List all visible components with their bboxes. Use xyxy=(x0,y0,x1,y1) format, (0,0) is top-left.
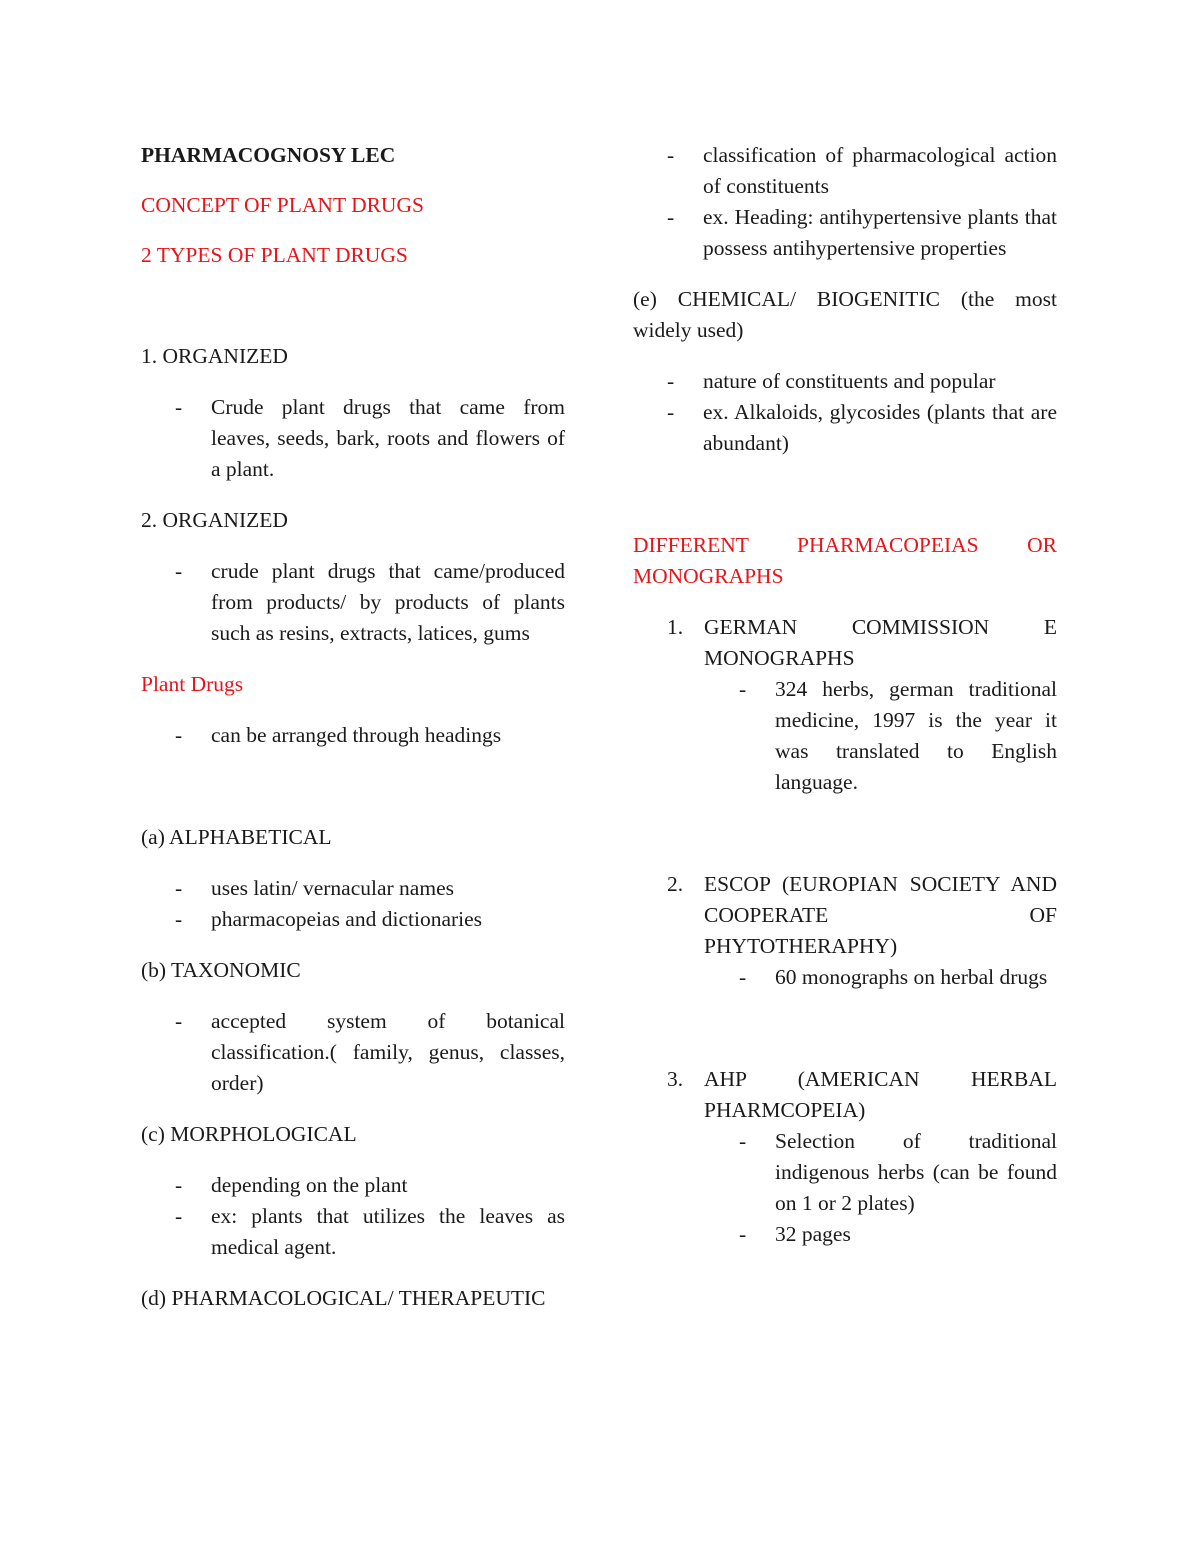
concept-heading: CONCEPT OF PLANT DRUGS xyxy=(141,193,424,217)
type2-bullet: crude plant drugs that came/produced from products/ by products of plants such as resins, extracts, latices, gums xyxy=(211,559,565,645)
bullet-item xyxy=(141,556,565,649)
escop-bullet: 60 monographs on herbal drugs xyxy=(775,965,1048,989)
pharmacological-heading: (d) PHARMACOLOGICAL/ THERAPEUTIC xyxy=(141,1286,546,1310)
item-number: 1. xyxy=(667,615,684,639)
item-number: 3. xyxy=(667,1067,684,1091)
alphabetical-bullet: pharmacopeias and dictionaries xyxy=(211,907,483,931)
bullet-item xyxy=(633,202,1057,264)
right-column xyxy=(633,140,1057,1250)
taxonomic-bullet: accepted system of botanical classification.( family, genus, classes, order) xyxy=(211,1009,565,1095)
dash-marker: - xyxy=(739,677,747,701)
pharmacological-bullet: ex. Heading: antihypertensive plants that possess antihypertensive properties xyxy=(703,205,1057,260)
pharmacopeias-heading: DIFFERENT PHARMACOPEIAS OR MONOGRAPHS xyxy=(633,533,1057,588)
taxonomic-heading: (b) TAXONOMIC xyxy=(141,958,301,982)
chemical-bullet: nature of constituents and popular xyxy=(703,369,996,393)
pharmacological-bullet: classification of pharmacological action of constituents xyxy=(703,143,1057,198)
bullet-item xyxy=(633,674,1057,798)
german-commission-title: GERMAN COMMISSION E MONOGRAPHS xyxy=(704,615,1057,670)
document-title: PHARMACOGNOSY LEC xyxy=(141,143,396,167)
numbered-item xyxy=(633,1064,1057,1126)
bullet-item xyxy=(141,720,565,751)
ahp-bullet: Selection of traditional indigenous herbs (can be found on 1 or 2 plates) xyxy=(775,1129,1057,1215)
escop-title: ESCOP (EUROPIAN SOCIETY AND COOPERATE OF PHYTOTHERAPHY) xyxy=(704,872,1057,958)
bullet-item xyxy=(141,904,565,935)
bullet-item xyxy=(633,140,1057,202)
alphabetical-bullet: uses latin/ vernacular names xyxy=(211,876,454,900)
dash-marker: - xyxy=(667,369,675,393)
dash-marker: - xyxy=(739,1129,747,1153)
dash-marker: - xyxy=(175,395,183,419)
bullet-item xyxy=(141,392,565,485)
bullet-item xyxy=(633,366,1057,397)
chemical-bullet: ex. Alkaloids, glycosides (plants that are abundant) xyxy=(703,400,1057,455)
plant-drugs-heading: Plant Drugs xyxy=(141,672,244,696)
numbered-item xyxy=(633,612,1057,674)
dash-marker: - xyxy=(175,907,183,931)
dash-marker: - xyxy=(175,559,183,583)
dash-marker: - xyxy=(175,1204,183,1228)
plant-drugs-bullet: can be arranged through headings xyxy=(211,723,502,747)
dash-marker: - xyxy=(739,965,747,989)
dash-marker: - xyxy=(739,1222,747,1246)
bullet-item xyxy=(141,1201,565,1263)
dash-marker: - xyxy=(175,1173,183,1197)
item-number: 2. xyxy=(667,872,684,896)
left-column xyxy=(141,140,565,1314)
german-commission-bullet: 324 herbs, german traditional medicine, 1997 is the year it was translated to English language. xyxy=(775,677,1057,794)
alphabetical-heading: (a) ALPHABETICAL xyxy=(141,825,332,849)
bullet-item xyxy=(633,397,1057,459)
type2-label: 2. ORGANIZED xyxy=(141,508,288,532)
bullet-item xyxy=(633,1126,1057,1219)
type1-label: 1. ORGANIZED xyxy=(141,344,288,368)
dash-marker: - xyxy=(175,723,183,747)
numbered-item xyxy=(633,869,1057,962)
type1-bullet: Crude plant drugs that came from leaves, seeds, bark, roots and flowers of a plant. xyxy=(211,395,565,481)
morphological-heading: (c) MORPHOLOGICAL xyxy=(141,1122,357,1146)
types-heading: 2 TYPES OF PLANT DRUGS xyxy=(141,243,408,267)
morphological-bullet: ex: plants that utilizes the leaves as medical agent. xyxy=(211,1204,565,1259)
dash-marker: - xyxy=(175,1009,183,1033)
bullet-item xyxy=(633,962,1057,993)
bullet-item xyxy=(141,873,565,904)
chemical-heading: (e) CHEMICAL/ BIOGENITIC (the most widely used) xyxy=(633,287,1057,342)
ahp-title: AHP (AMERICAN HERBAL PHARMCOPEIA) xyxy=(704,1067,1057,1122)
ahp-bullet: 32 pages xyxy=(775,1222,851,1246)
bullet-item xyxy=(141,1006,565,1099)
morphological-bullet: depending on the plant xyxy=(211,1173,408,1197)
dash-marker: - xyxy=(667,205,675,229)
dash-marker: - xyxy=(175,876,183,900)
dash-marker: - xyxy=(667,143,675,167)
dash-marker: - xyxy=(667,400,675,424)
bullet-item xyxy=(141,1170,565,1201)
bullet-item xyxy=(633,1219,1057,1250)
